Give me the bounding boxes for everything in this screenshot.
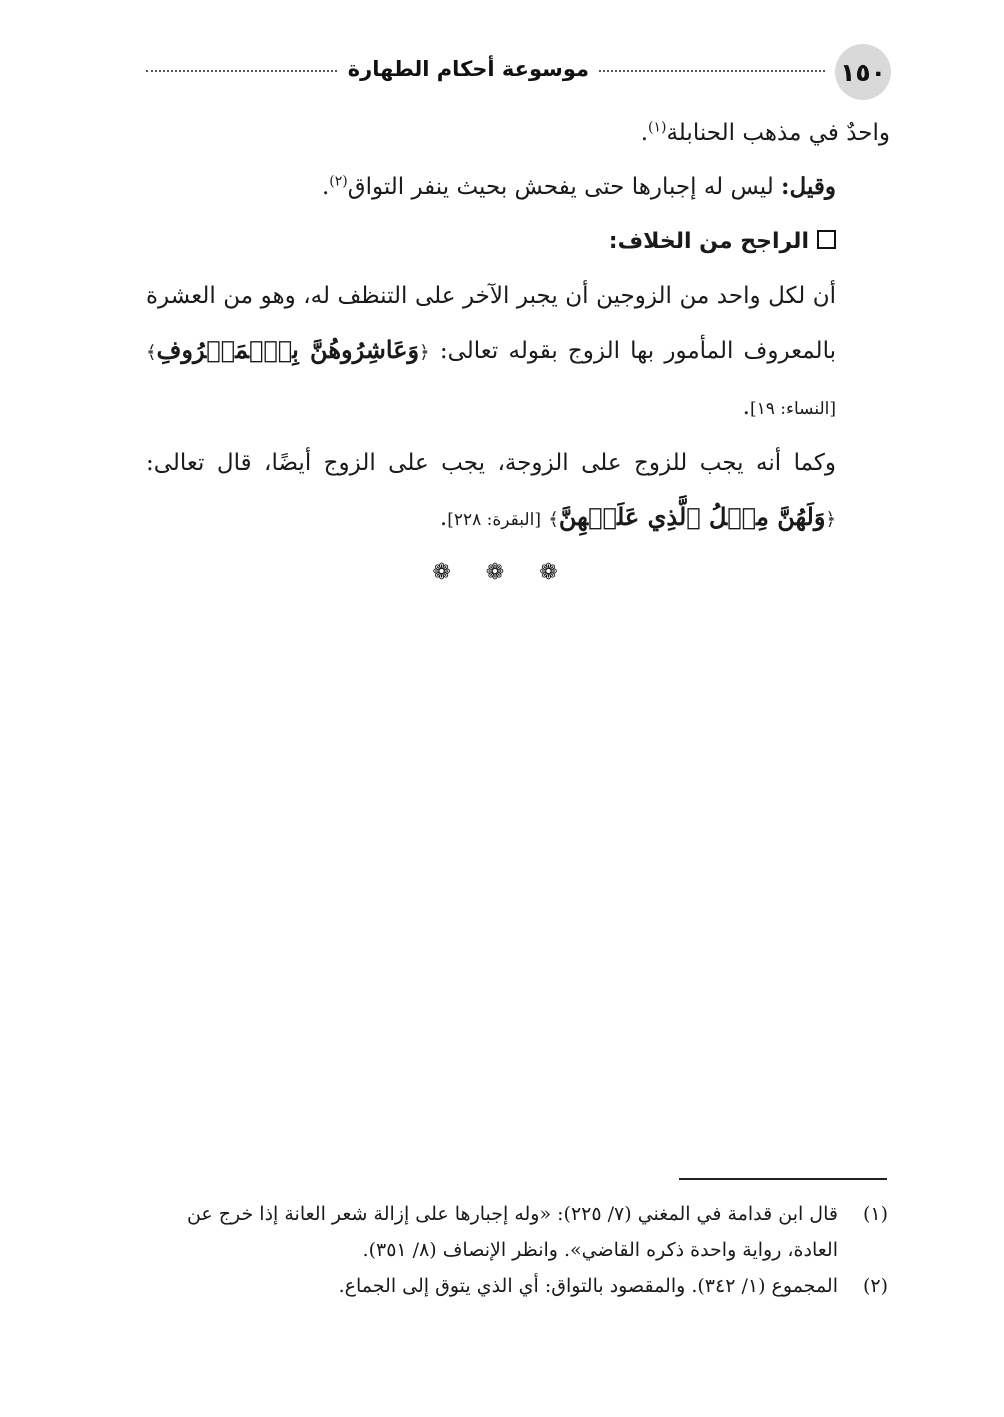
- paragraph-2: [146, 160, 890, 214]
- paragraph-3-end: .: [742, 394, 750, 420]
- footnote-2: [146, 1268, 888, 1304]
- section-heading-row: [146, 214, 890, 269]
- page-number: ١٥٠: [835, 44, 891, 100]
- paragraph-2-lead: وقيل:: [781, 173, 836, 200]
- paragraph-2-end: .: [321, 174, 330, 200]
- quran-verse-1: وَعَاشِرُوهُنَّ بِٱلۡمَعۡرُوفِ: [156, 335, 420, 364]
- flower-separator-icon: ❁ ❁ ❁: [432, 560, 572, 585]
- paragraph-1-end: .: [640, 120, 648, 146]
- quran-verse-2: وَلَهُنَّ مِثۡلُ ٱلَّذِي عَلَيۡهِنَّ: [558, 502, 826, 531]
- quran-close-bracket: ﴾: [548, 509, 559, 530]
- verse-citation-1: [النساء: ١٩]: [749, 399, 836, 419]
- main-text: [146, 106, 890, 547]
- verse-citation-2: [البقرة: ٢٢٨]: [447, 510, 541, 530]
- quran-open-bracket: ﴿: [825, 509, 836, 530]
- footnote-2-number: (٢): [862, 1275, 888, 1297]
- paragraph-1-text: واحدٌ في مذهب الحنابلة: [666, 120, 890, 146]
- footnote-1-text: قال ابن قدامة في المغني (٧/ ٢٢٥): «وله إجبارها على إزالة شعر العانة إذا خرج عن العادة، رواية واحدة ذكره القاضي». وانظر الإنصاف (٨/ ٣٥١).: [186, 1203, 838, 1261]
- paragraph-4: [146, 436, 890, 547]
- running-header: [146, 44, 891, 100]
- footnote-1: [146, 1196, 888, 1268]
- book-title: موسوعة أحكام الطهارة: [338, 54, 599, 84]
- footnote-2-text: المجموع (١/ ٣٤٢). والمقصود بالتواق: أي الذي يتوق إلى الجماع.: [338, 1275, 838, 1297]
- section-heading: الراجح من الخلاف:: [608, 229, 809, 254]
- quran-close-bracket: ﴾: [146, 342, 157, 363]
- quran-open-bracket: ﴿: [419, 342, 430, 363]
- paragraph-3: [146, 269, 890, 436]
- paragraph-3-text: أن لكل واحد من الزوجين أن يجبر الآخر على التنظف له، وهو من العشرة بالمعروف المأمور بها الزوج بقوله تعالى:: [146, 283, 836, 364]
- footnote-rule: [679, 1178, 887, 1180]
- paragraph-4-text: وكما أنه يجب للزوج على الزوجة، يجب على الزوج أيضًا، قال تعالى:: [146, 450, 836, 476]
- paragraph-4-end: .: [439, 505, 448, 531]
- paragraph-1: [146, 106, 890, 160]
- footnote-ref-2[interactable]: (٢): [329, 173, 348, 190]
- footnotes: [146, 1196, 888, 1304]
- footnote-ref-1[interactable]: (١): [648, 119, 667, 136]
- square-bullet-icon: [817, 230, 836, 249]
- paragraph-2-text: ليس له إجبارها حتى يفحش بحيث ينفر التواق: [347, 174, 782, 200]
- footnote-1-number: (١): [862, 1203, 888, 1225]
